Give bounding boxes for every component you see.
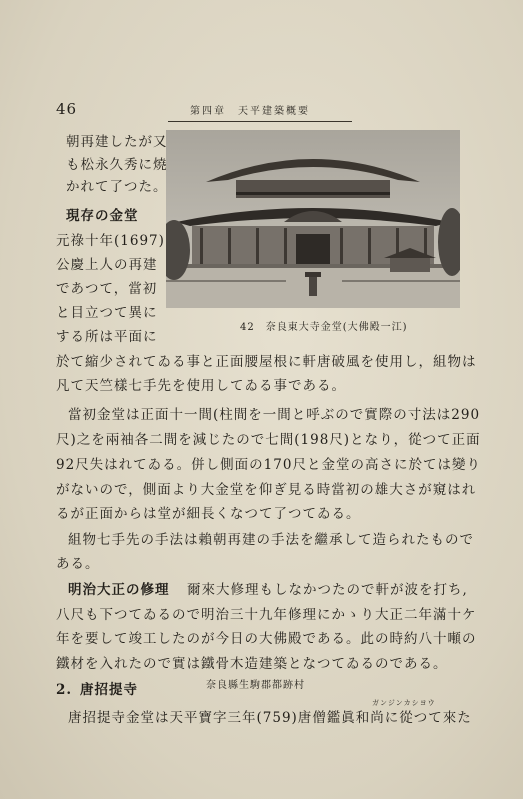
page-number: 46 xyxy=(56,100,78,118)
temple-illustration xyxy=(166,130,460,308)
text-line: と目立つて異に xyxy=(56,305,158,321)
text-line: 凡て天竺樣七手先を使用してゐる事である。 xyxy=(56,378,346,394)
text-line: 組物七手先の手法は賴朝再建の手法を繼承して造られたもので xyxy=(68,532,474,548)
text-line: 尺)之を兩袖各二間を減じたので七間(198尺)となり，從つて正面 xyxy=(56,432,481,448)
text-line: 公慶上人の再建 xyxy=(56,257,158,273)
text-line: 爾來大修理もしなかつたので軒が波を打ち, xyxy=(187,582,468,598)
section-heading-toshodaiji: 唐招提寺 xyxy=(80,682,138,698)
text-line: 八尺も下つてゐるので明治三十九年修理にかゝり大正二年滿十ケ xyxy=(56,607,477,623)
temple-photograph xyxy=(166,130,460,308)
running-head: 第四章 天平建築概要 xyxy=(190,106,310,117)
location-note: 奈良縣生駒郡都跡村 xyxy=(206,680,305,691)
text-line: 當初金堂は正面十一間(柱間を一間と呼ぶので實際の寸法は290 xyxy=(68,407,481,423)
text-line: るが正面からは堂が細長くなつて了つてゐる。 xyxy=(56,506,361,522)
text-line: 於て縮少されてゐる事と正面腰屋根に軒唐破風を使用し，組物は xyxy=(56,354,477,370)
text-line: 92尺失はれてゐる。併し側面の170尺と金堂の高さに於ては變り xyxy=(56,457,481,473)
text-line: 朝再建したが又 xyxy=(66,134,168,150)
text-line: がないので，側面より大金堂を仰ぎ見る時當初の雄大さが窺はれ xyxy=(56,482,477,498)
section-number: 2. xyxy=(56,682,73,698)
text-line: 鐵材を入れたので實は鐵骨木造建築となつてゐるのである。 xyxy=(56,656,448,672)
text-line: 唐招提寺金堂は天平寶字三年(759)唐僧鑑眞和尚に從つて來た xyxy=(68,710,472,726)
text-line: する所は平面に xyxy=(56,329,158,345)
furigana: ガンジンカシヨウ xyxy=(372,699,436,707)
header-rule xyxy=(168,121,352,122)
figure-caption: 42 奈良東大寺金堂(大佛殿一江) xyxy=(240,322,408,333)
text-line: 年を要して竣工したのが今日の大佛殿である。此の時約八十噸の xyxy=(56,631,477,647)
section-heading-current-hall: 現存の金堂 xyxy=(66,208,139,224)
text-line: 元祿十年(1697) xyxy=(56,233,165,249)
text-line: かれて了つた。 xyxy=(66,179,168,195)
section-heading-repair: 明治大正の修理 xyxy=(68,582,170,598)
text-line: ある。 xyxy=(56,556,100,572)
text-line: であつて，當初 xyxy=(56,281,158,297)
text-line: も松永久秀に燒 xyxy=(66,157,168,173)
